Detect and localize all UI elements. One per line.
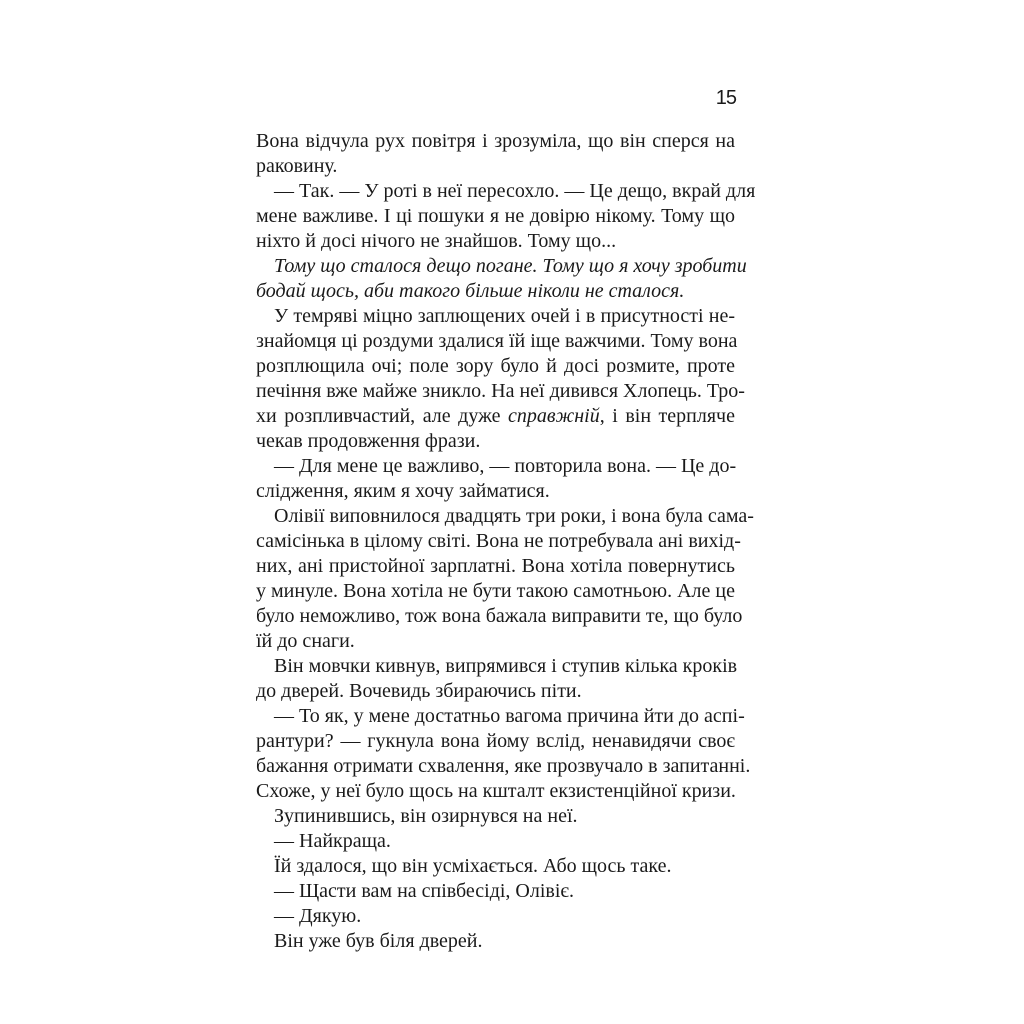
text-line: У темряві міцно заплющених очей і в присутності не- <box>274 305 735 327</box>
italic-text-line: бодай щось, аби такого більше ніколи не сталося. <box>256 280 685 302</box>
text-line: їй до снаги. <box>256 630 355 652</box>
text-line: розплющила очі; поле зору було й досі розмите, проте <box>256 355 735 377</box>
text-line: Їй здалося, що він усміхається. Або щось таке. <box>274 855 672 877</box>
text-line: Олівії виповнилося двадцять три роки, і вона була сама- <box>274 505 754 527</box>
text-line: — Для мене це важливо, — повторила вона. — Це до- <box>274 455 737 477</box>
text-line: — Щасти вам на співбесіді, Олівіє. <box>274 880 574 902</box>
text-line: — То як, у мене достатньо вагома причина йти до аспі- <box>274 705 745 727</box>
page-number: 15 <box>715 87 736 109</box>
text-line: — Так. — У роті в неї пересохло. — Це дещо, вкрай для <box>274 180 756 202</box>
text-line: — Дякую. <box>274 905 362 927</box>
italic-text-line: Тому що сталося дещо погане. Тому що я хочу зробити <box>274 255 747 277</box>
emphasis-word: справжній <box>508 405 600 427</box>
text-line: — Найкраща. <box>274 830 391 852</box>
text-line: слідження, яким я хочу займатися. <box>256 480 550 502</box>
text-line: ніхто й досі нічого не знайшов. Тому що... <box>256 230 617 252</box>
text-line: до дверей. Вочевидь збираючись піти. <box>256 680 582 702</box>
text-line: Схоже, у неї було щось на кшталт екзистенційної кризи. <box>256 780 736 802</box>
text-line: Вона відчула рух повітря і зрозуміла, що він сперся на <box>256 130 735 152</box>
text-line: у минуле. Вона хотіла не бути такою самотньою. Але це <box>256 580 735 602</box>
text-line: Він мовчки кивнув, випрямився і ступив кілька кроків <box>274 655 738 677</box>
text-line: мене важливе. І ці пошуки я не довірю нікому. Тому що <box>256 205 735 227</box>
text-line: самісінька в цілому світі. Вона не потребувала ані вихід- <box>256 530 741 552</box>
text-line: знайомця ці роздуми здалися їй іще важчими. Тому вона <box>256 330 738 352</box>
text-line: Зупинившись, він озирнувся на неї. <box>274 805 578 827</box>
text-line: було неможливо, тож вона бажала виправити те, що було <box>256 605 743 627</box>
text-line: них, ані пристойної зарплатні. Вона хотіла повернутись <box>256 555 735 577</box>
text-line: раковину. <box>256 155 338 177</box>
text-line: бажання отримати схвалення, яке прозвучало в запитанні. <box>256 755 751 777</box>
text-line: рантури? — гукнула вона йому вслід, ненавидячи своє <box>256 730 735 752</box>
text-line: чекав продовження фрази. <box>256 430 481 452</box>
text-line-mixed <box>256 402 735 430</box>
text-span: , і він терпляче <box>599 405 735 427</box>
text-line: печіння вже майже зникло. На неї дивився Хлопець. Тро- <box>256 380 745 402</box>
text-line: Він уже був біля дверей. <box>274 930 483 952</box>
text-span: хи розпливчастий, але дуже <box>256 405 509 427</box>
